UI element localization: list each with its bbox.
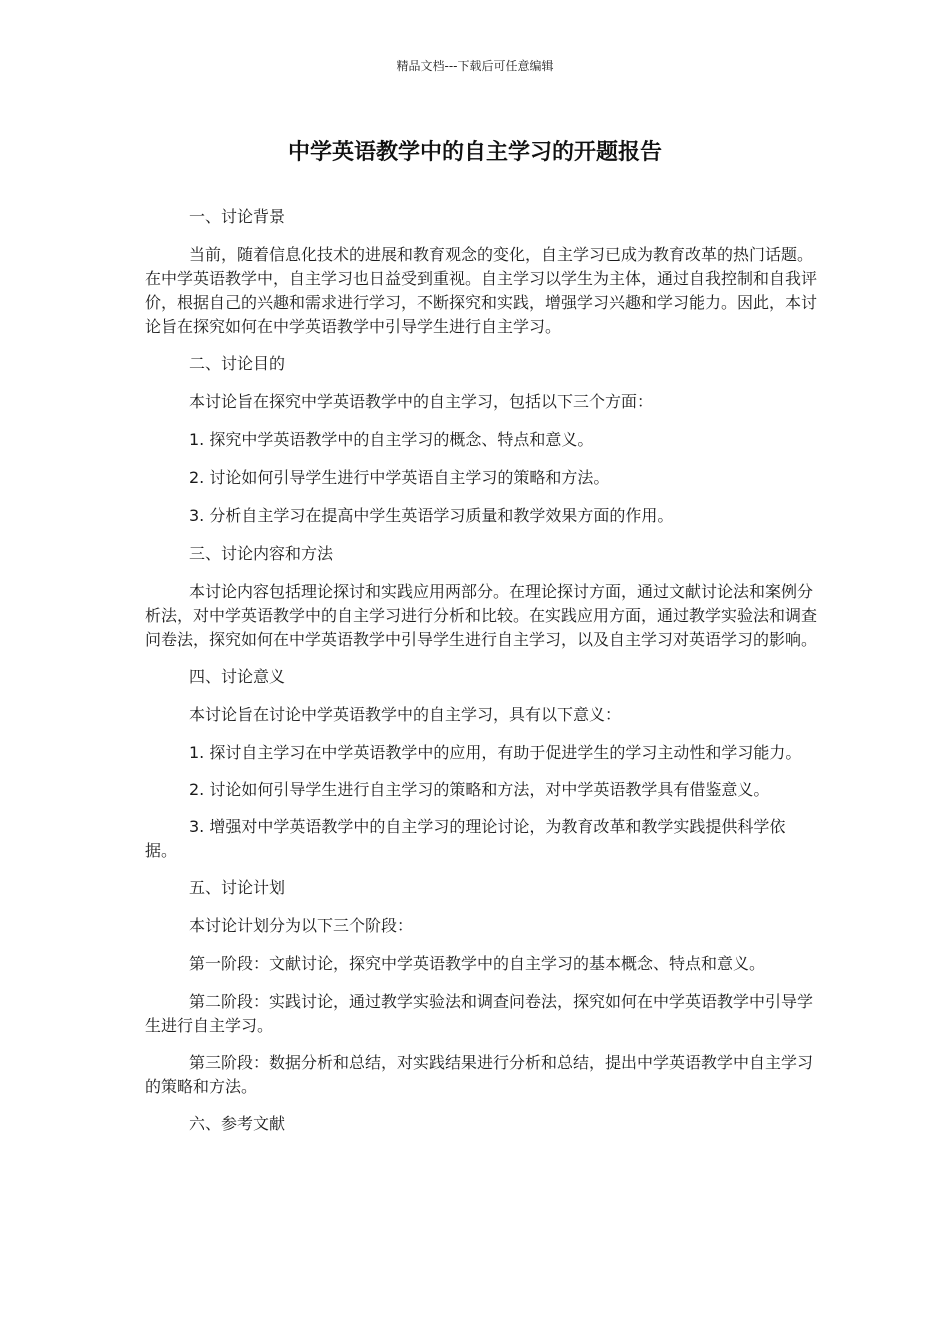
document-body: [145, 205, 817, 1150]
list-item-purpose-3: 3. 分析自主学习在提高中学生英语学习质量和教学效果方面的作用。: [189, 506, 674, 525]
list-item-plan-stage-1: 第一阶段：文献讨论，探究中学英语教学中的自主学习的基本概念、特点和意义。: [189, 954, 766, 973]
list-item-significance-2: 2. 讨论如何引导学生进行自主学习的策略和方法，对中学英语教学具有借鉴意义。: [189, 780, 770, 799]
list-item-significance-1: 1. 探讨自主学习在中学英语教学中的应用，有助于促进学生的学习主动性和学习能力。: [189, 743, 802, 762]
section-heading-purpose: 二、讨论目的: [189, 354, 286, 373]
list-item-significance-3: 3. 增强对中学英语教学中的自主学习的理论讨论，为教育改革和教学实践提供科学依据。: [145, 817, 786, 860]
document-title: 中学英语教学中的自主学习的开题报告: [287, 140, 662, 165]
section-heading-significance: 四、讨论意义: [189, 667, 286, 686]
section-heading-plan: 五、讨论计划: [189, 878, 286, 897]
paragraph-plan-intro: 本讨论计划分为以下三个阶段：: [189, 916, 414, 935]
list-item-purpose-1: 1. 探究中学英语教学中的自主学习的概念、特点和意义。: [189, 430, 594, 449]
paragraph-purpose-intro: 本讨论旨在探究中学英语教学中的自主学习，包括以下三个方面：: [189, 392, 654, 411]
paragraph-significance-intro: 本讨论旨在讨论中学英语教学中的自主学习，具有以下意义：: [189, 705, 622, 724]
list-item-purpose-2: 2. 讨论如何引导学生进行中学英语自主学习的策略和方法。: [189, 468, 610, 487]
list-item-plan-stage-3: 第三阶段：数据分析和总结，对实践结果进行分析和总结，提出中学英语教学中自主学习的策略和方法。: [145, 1053, 814, 1096]
section-heading-background: 一、讨论背景: [189, 207, 286, 226]
section-heading-content-method: 三、讨论内容和方法: [189, 544, 334, 563]
section-heading-references: 六、参考文献: [189, 1114, 286, 1133]
list-item-plan-stage-2: 第二阶段：实践讨论，通过教学实验法和调查问卷法，探究如何在中学英语教学中引导学生进行自主学习。: [145, 992, 814, 1035]
paragraph-content-method: 本讨论内容包括理论探讨和实践应用两部分。在理论探讨方面，通过文献讨论法和案例分析法，对中学英语教学中的自主学习进行分析和比较。在实践应用方面，通过教学实验法和调查问卷法，探究如何在中学英语教学中引导学生进行自主学习，以及自主学习对英语学习的影响。: [145, 582, 818, 649]
page-header: 精品文档---下载后可任意编辑: [396, 59, 554, 73]
paragraph-background: 当前，随着信息化技术的进展和教育观念的变化，自主学习已成为教育改革的热门话题。在中学英语教学中，自主学习也日益受到重视。自主学习以学生为主体，通过自我控制和自我评价，根据自己的兴趣和需求进行学习，不断探究和实践，增强学习兴趣和学习能力。因此，本讨论旨在探究如何在中学英语教学中引导学生进行自主学习。: [145, 245, 818, 336]
